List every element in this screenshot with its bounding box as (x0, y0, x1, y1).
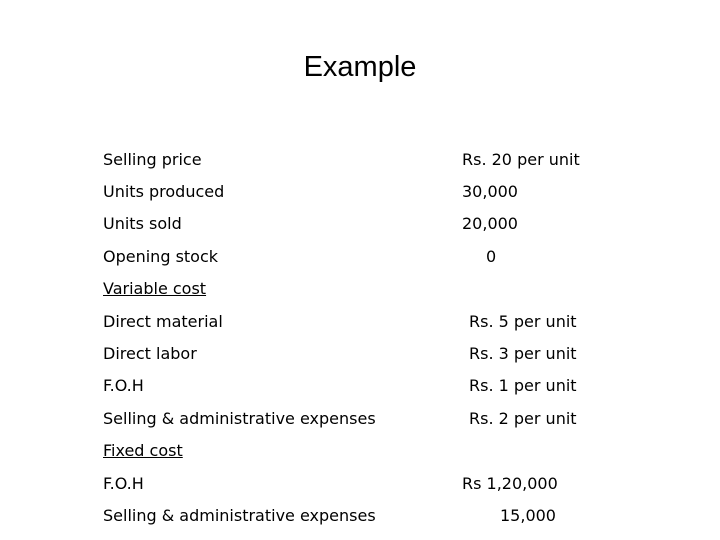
row-selling-admin-fixed (0, 504, 720, 528)
row-value: Rs 1,20,000 (462, 474, 558, 493)
section-heading: Fixed cost (103, 441, 183, 460)
fixed-cost-section (0, 439, 720, 463)
row-direct-material (0, 310, 720, 334)
row-value: 15,000 (500, 506, 556, 525)
row-value: 0 (486, 247, 497, 266)
row-direct-labor (0, 342, 720, 366)
row-value: Rs. 5 per unit (469, 312, 577, 331)
row-foh-fixed (0, 472, 720, 496)
row-label: F.O.H (103, 474, 144, 493)
row-value: 20,000 (462, 214, 518, 233)
section-heading: Variable cost (103, 279, 207, 298)
page-title: Example (303, 51, 417, 83)
row-selling-price (0, 148, 720, 172)
row-value: Rs. 1 per unit (469, 376, 577, 395)
row-value: Rs. 3 per unit (469, 344, 577, 363)
row-label: F.O.H (103, 376, 144, 395)
row-label: Selling & administrative expenses (103, 506, 376, 525)
row-label: Selling & administrative expenses (103, 409, 376, 428)
row-value: 30,000 (462, 182, 518, 201)
row-units-sold (0, 212, 720, 236)
row-value: Rs. 2 per unit (469, 409, 577, 428)
row-opening-stock (0, 245, 720, 269)
row-label: Selling price (103, 150, 202, 169)
row-label: Units sold (103, 214, 182, 233)
row-label: Direct labor (103, 344, 197, 363)
variable-cost-section (0, 277, 720, 301)
row-selling-admin-variable (0, 407, 720, 431)
row-value: Rs. 20 per unit (462, 150, 580, 169)
row-label: Direct material (103, 312, 223, 331)
row-label: Units produced (103, 182, 225, 201)
row-label: Opening stock (103, 247, 219, 266)
row-units-produced (0, 180, 720, 204)
row-foh-variable (0, 374, 720, 398)
